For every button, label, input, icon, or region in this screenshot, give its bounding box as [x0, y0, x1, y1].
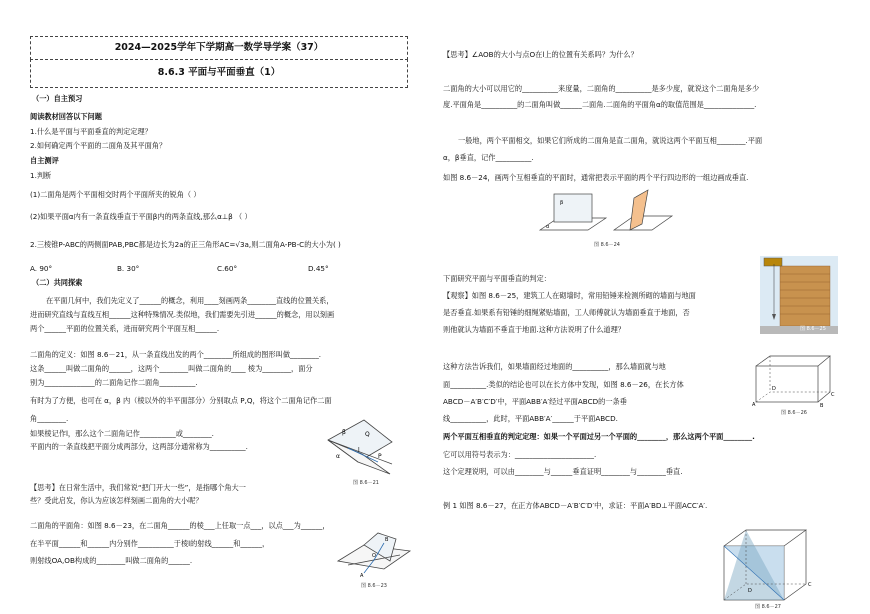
caption-fig-23: 图 8.6－23 [361, 583, 387, 589]
question-1: 1.什么是平面与平面垂直的判定定理？ [30, 127, 152, 136]
theorem-meaning: 这个定理说明，可以由________与______垂直证明________与________垂直. [443, 467, 683, 476]
judge-item-2: (2)如果平面α内有一条直线垂直于平面β内的两条直线,那么α⊥β （ ） [30, 212, 252, 221]
caption-fig-26: 图 8.6－26 [781, 410, 807, 416]
figure-8-6-24 [538, 190, 676, 250]
right-line-5: 如图 8.6－24，画两个互相垂直的平面时，通常把表示平面的两个平行四边形的一组边画成垂直. [443, 173, 749, 182]
definition-line-1: 二面角的定义：如图 8.6－21，从一条直线出发的两个________所组成的图形叫做________. [30, 350, 322, 359]
example-1: 例 1 如图 8.6－27，在正方体ABCD－A′B′C′D′中，求证：平面A′BD⊥平面ACC′A′. [443, 501, 708, 510]
observe-line-3: 则他就认为墙面不垂直于地面.这种方法说明了什么道理？ [443, 325, 625, 334]
caption-fig-27: 图 8.6－27 [755, 604, 781, 610]
figure-8-6-23 [334, 531, 414, 591]
reading-prompt: 阅读教材回答以下问题 [30, 112, 102, 121]
label-l: l [358, 447, 360, 454]
option-c: C.60° [217, 264, 238, 273]
explore-paragraph-line-1: 在平面几何中，我们先定义了______的概念，利用____刻画两条________直线的位置关系， [46, 296, 334, 305]
judge-item-1: (1)二面角是两个平面相交时两个平面所夹的锐角（ ） [30, 190, 201, 199]
plane-angle-line-2: 在半平面______和______内分别作__________于棱l的射线______和______， [30, 539, 270, 548]
page-title: 2024—2025学年下学期高一数学导学案（37） [114, 42, 324, 53]
plane-angle-line-1: 二面角的平面角：如图 8.6－23，在二面角______的棱___上任取一点___，以点___为______， [30, 521, 330, 530]
label-alpha-24: α [546, 224, 550, 230]
figure-8-6-27 [720, 526, 816, 610]
wall-line-2: 面__________.类似的结论也可以在长方体中发现，如图 8.6－26，在长方体 [443, 380, 684, 389]
question-2: 2.如何确定两个平面的二面角及其平面角？ [30, 141, 167, 150]
right-line-4: α，β垂直，记作__________. [443, 153, 534, 162]
explore-paragraph-line-3: 两个______平面的位置关系，进而研究两个平面互相______. [30, 324, 220, 333]
label-o: O [372, 553, 376, 559]
option-d: D.45° [308, 264, 329, 273]
header-title-box [30, 36, 408, 60]
think-line-2: 些？受此启发，你认为应该怎样刻画二面角的大小呢？ [30, 496, 203, 505]
figure-8-6-25 [760, 256, 838, 336]
label-q: Q [365, 431, 370, 438]
plane-angle-line-3: 则射线OA,OB构成的________叫做二面角的______. [30, 556, 193, 565]
right-line-2: 度.平面角是__________的二面角叫做______二面角.二面角的平面角α的取值范围是______________. [443, 100, 757, 109]
label-a-23: A [360, 573, 364, 579]
right-line-1: 二面角的大小可以用它的__________来度量，二面角的__________是多少度，就说这个二面角是多少 [443, 84, 760, 93]
label-d-27: D [748, 588, 752, 594]
caption-fig-21: 图 8.6－21 [353, 480, 379, 486]
right-line-6: 下面研究平面与平面垂直的判定： [443, 274, 551, 283]
symbol-line: 它可以用符号表示为：______________________. [443, 450, 597, 459]
choice-question: 2.三棱锥P-ABC的两侧面PAB,PBC都是边长为2a的正三角形AC=√3a,则二面角A-PB-C的大小为( ) [30, 240, 341, 249]
label-c-26: C [831, 392, 835, 398]
label-alpha: α [336, 453, 340, 460]
header-subtitle-box [30, 59, 408, 88]
figure-8-6-21 [318, 418, 414, 484]
think-line-1: 【思考】在日常生活中，我们常说“把门开大一些”，是指哪个角大一 [30, 483, 246, 492]
definition-line-3: 别为______________的二面角记作二面角__________. [30, 378, 198, 387]
option-a: A. 90° [30, 264, 53, 273]
caption-fig-25: 图 8.6－25 [800, 326, 826, 332]
section-heading-preview: （一）自主预习 [32, 94, 83, 103]
explore-paragraph-line-2: 进而研究直线与直线互相______这种特殊情况.类似地，我们需要先引进______的概念，用以刻画 [30, 310, 335, 319]
observe-line-2: 是否垂直.如果系有铅锤的细绳紧贴墙面，工人师傅就认为墙面垂直于地面，否 [443, 308, 690, 317]
label-beta-24: β [560, 200, 564, 206]
definition-line-7: 平面内的一条直线把平面分成两部分，这两部分通常称为__________. [30, 442, 248, 451]
wall-line-4: 线__________，此时，平面ABB′A′______于平面ABCD. [443, 414, 618, 423]
section-heading-explore: （二）共同探索 [32, 278, 83, 287]
definition-line-6: 如果棱记作l，那么这个二面角记作__________或________. [30, 429, 214, 438]
wall-line-1: 这种方法告诉我们，如果墙面经过地面的__________，那么墙面就与地 [443, 362, 666, 371]
label-a-26: A [752, 402, 756, 408]
definition-line-2: 这条______叫做二面角的______，这两个________叫做二面角的____ 棱为________，面分 [30, 364, 313, 373]
label-p: P [378, 453, 382, 460]
option-b: B. 30° [117, 264, 140, 273]
figure-8-6-26 [752, 354, 836, 416]
caption-fig-24: 图 8.6－24 [594, 242, 620, 248]
label-d-26: D [772, 386, 776, 392]
judge-heading: 1.判断 [30, 171, 52, 180]
observe-line-1: 【观察】如图 8.6－25，建筑工人在砌墙时，常用铅锤来检测所砌的墙面与地面 [443, 291, 696, 300]
right-line-3: 一般地，两个平面相交，如果它们所成的二面角是直二面角，就说这两个平面互相________.平面 [458, 136, 763, 145]
label-beta: β [342, 429, 346, 436]
label-b-26: B [820, 403, 824, 409]
label-c-27: C [808, 582, 812, 588]
page-subtitle: 8.6.3 平面与平面垂直（1） [157, 67, 281, 78]
self-test-heading: 自主测评 [30, 156, 59, 165]
definition-line-4: 有时为了方便，也可在 α，β 内（棱以外的半平面部分）分别取点 P,Q，将这个二面角记作二面 [30, 396, 332, 405]
theorem-line: 两个平面互相垂直的判定定理：如果一个平面过另一个平面的________，那么这两个平面________. [443, 432, 755, 441]
definition-line-5: 角________. [30, 414, 69, 423]
label-b-23: B [385, 537, 389, 543]
think-aob: 【思考】∠AOB的大小与点O在l上的位置有关系吗？为什么？ [443, 50, 638, 59]
wall-line-3: ABCD－A′B′C′D′中，平面ABB′A′经过平面ABCD的一条垂 [443, 397, 627, 406]
